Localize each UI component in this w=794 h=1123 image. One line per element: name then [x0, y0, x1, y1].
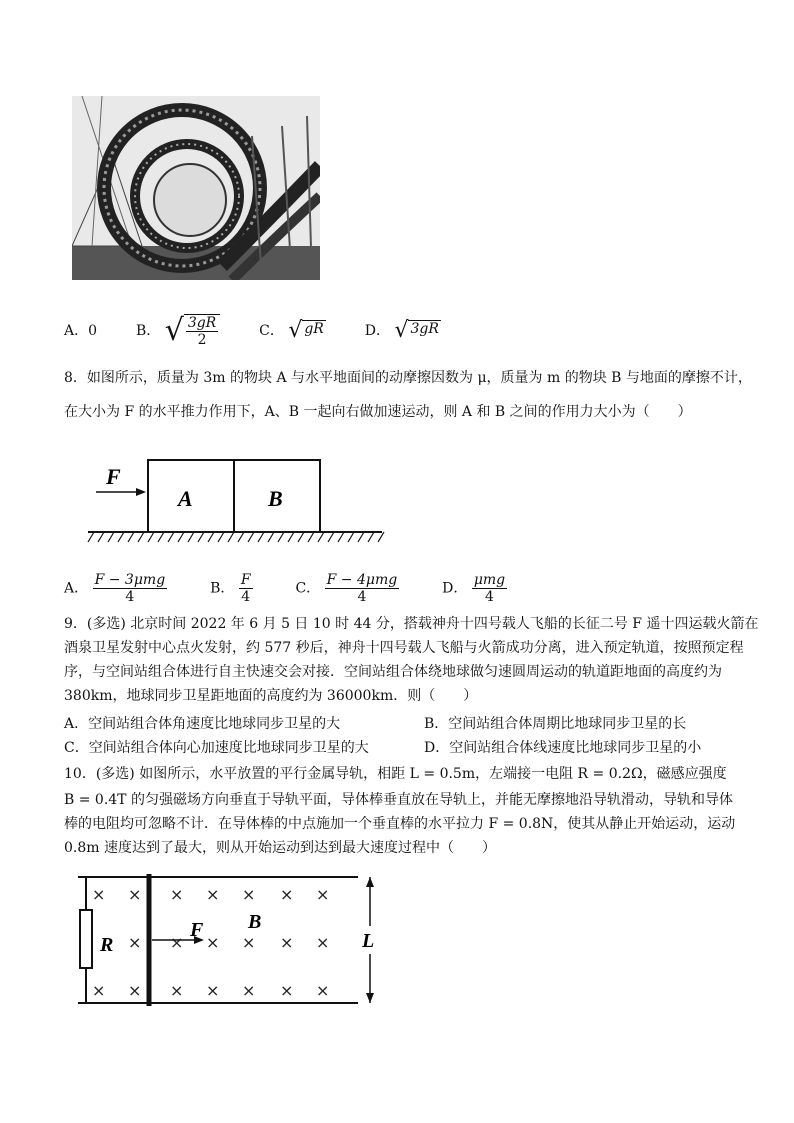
- svg-text:×: ×: [206, 981, 220, 1000]
- q7-option-c-value: √ gR: [288, 318, 324, 343]
- field-crosses: [92, 885, 329, 1000]
- roller-coaster-photo: [72, 96, 320, 280]
- q10-line-1: 10．(多选) 如图所示，水平放置的平行金属导轨，相距 L = 0.5m，左端接一电阻 R = 0.2Ω，磁感应强度: [64, 766, 727, 782]
- svg-text:×: ×: [128, 933, 142, 952]
- force-label: F: [106, 464, 121, 489]
- q8-options: [64, 572, 507, 605]
- svg-text:×: ×: [316, 981, 330, 1000]
- svg-text:×: ×: [280, 885, 294, 904]
- q9-option-c: C．空间站组合体向心加速度比地球同步卫星的大: [64, 740, 369, 756]
- q8-option-c-label: C．: [295, 580, 321, 597]
- svg-text:×: ×: [170, 933, 184, 952]
- block-b-label: B: [268, 486, 283, 511]
- resistor-label: R: [100, 934, 114, 956]
- q7-option-c-label: C．: [259, 323, 284, 339]
- svg-text:×: ×: [206, 933, 220, 952]
- q8-option-a-value: $\frac{\text{F − 3μmg}}{4}$: [94, 572, 166, 605]
- svg-text:×: ×: [128, 981, 142, 1000]
- rail-figure: [70, 870, 390, 1020]
- field-label: B: [248, 911, 262, 933]
- svg-text:×: ×: [280, 981, 294, 1000]
- q10-line-4: 0.8m 速度达到了最大，则从开始运动到达到最大速度过程中（ ）: [64, 840, 496, 856]
- q7-option-d-label: D．: [364, 323, 390, 339]
- svg-text:×: ×: [206, 885, 220, 904]
- svg-text:×: ×: [242, 885, 256, 904]
- q9-line-1: 9．(多选) 北京时间 2022 年 6 月 5 日 10 时 44 分，搭载神舟十四号载人飞船的长征二号 F 遥十四运载火箭在: [64, 616, 759, 632]
- svg-text:×: ×: [170, 981, 184, 1000]
- q7-option-b-value: √ $\frac{3gR}{2}$: [165, 314, 221, 348]
- svg-text:×: ×: [242, 933, 256, 952]
- q8-option-c-value: $\frac{\text{F − 4μmg}}{4}$: [326, 572, 398, 605]
- q10-line-3: 棒的电阻均可忽略不计．在导体棒的中点施加一个垂直棒的水平拉力 F = 0.8N，使其从静止开始运动，运动: [64, 816, 736, 832]
- q7-options: [64, 314, 441, 348]
- q9-option-d: D．空间站组合体线速度比地球同步卫星的小: [424, 740, 702, 756]
- svg-text:×: ×: [280, 933, 294, 952]
- svg-text:×: ×: [242, 981, 256, 1000]
- q8-option-b-label: B．: [210, 580, 235, 597]
- block-a-label: A: [178, 486, 193, 511]
- q9-line-4: 380km，地球同步卫星距地面的高度约为 36000km．则（ ）: [64, 688, 478, 704]
- svg-text:×: ×: [92, 885, 106, 904]
- q9-option-b: B．空间站组合体周期比地球同步卫星的长: [424, 716, 687, 732]
- q9-line-3: 序，与空间站组合体进行自主快速交会对接．空间站组合体绕地球做匀速圆周运动的轨道距地面的高度约为: [64, 664, 722, 680]
- q8-option-b-value: $\frac{F}{4}$: [240, 572, 251, 605]
- q8-option-d-value: $\frac{\text{μmg}}{4}$: [473, 572, 506, 605]
- q8-line-1: 8．如图所示，质量为 3m 的物块 A 与水平地面间的动摩擦因数为 μ，质量为 m 的物块 B 与地面的摩擦不计，: [64, 370, 752, 386]
- pull-force-label: F: [190, 919, 204, 941]
- q8-option-d-label: D．: [442, 580, 468, 597]
- svg-text:×: ×: [316, 933, 330, 952]
- svg-text:×: ×: [316, 885, 330, 904]
- svg-text:×: ×: [128, 885, 142, 904]
- svg-text:×: ×: [92, 981, 106, 1000]
- q9-option-a: A．空间站组合体角速度比地球同步卫星的大: [64, 716, 341, 732]
- q8-line-2: 在大小为 F 的水平推力作用下，A、B 一起向右做加速运动，则 A 和 B 之间的作用力大小为（ ）: [64, 404, 692, 420]
- q7-option-b-label: B．: [135, 323, 161, 339]
- q10-line-2: B = 0.4T 的匀强磁场方向垂直于导轨平面，导体棒垂直放在导轨上，并能无摩擦地沿导轨滑动，导轨和导体: [64, 792, 733, 808]
- svg-text:×: ×: [170, 885, 184, 904]
- q9-line-2: 酒泉卫星发射中心点火发射，约 577 秒后，神舟十四号载人飞船与火箭成功分离，进入预定轨道，按照预定程: [64, 640, 744, 656]
- q7-option-d-value: √ 3gR: [394, 318, 439, 343]
- q7-option-a: A．0: [64, 323, 98, 339]
- width-label: L: [362, 930, 375, 952]
- resistor: [80, 910, 92, 968]
- blocks-figure: [86, 454, 386, 546]
- q8-option-a-label: A．: [64, 580, 89, 597]
